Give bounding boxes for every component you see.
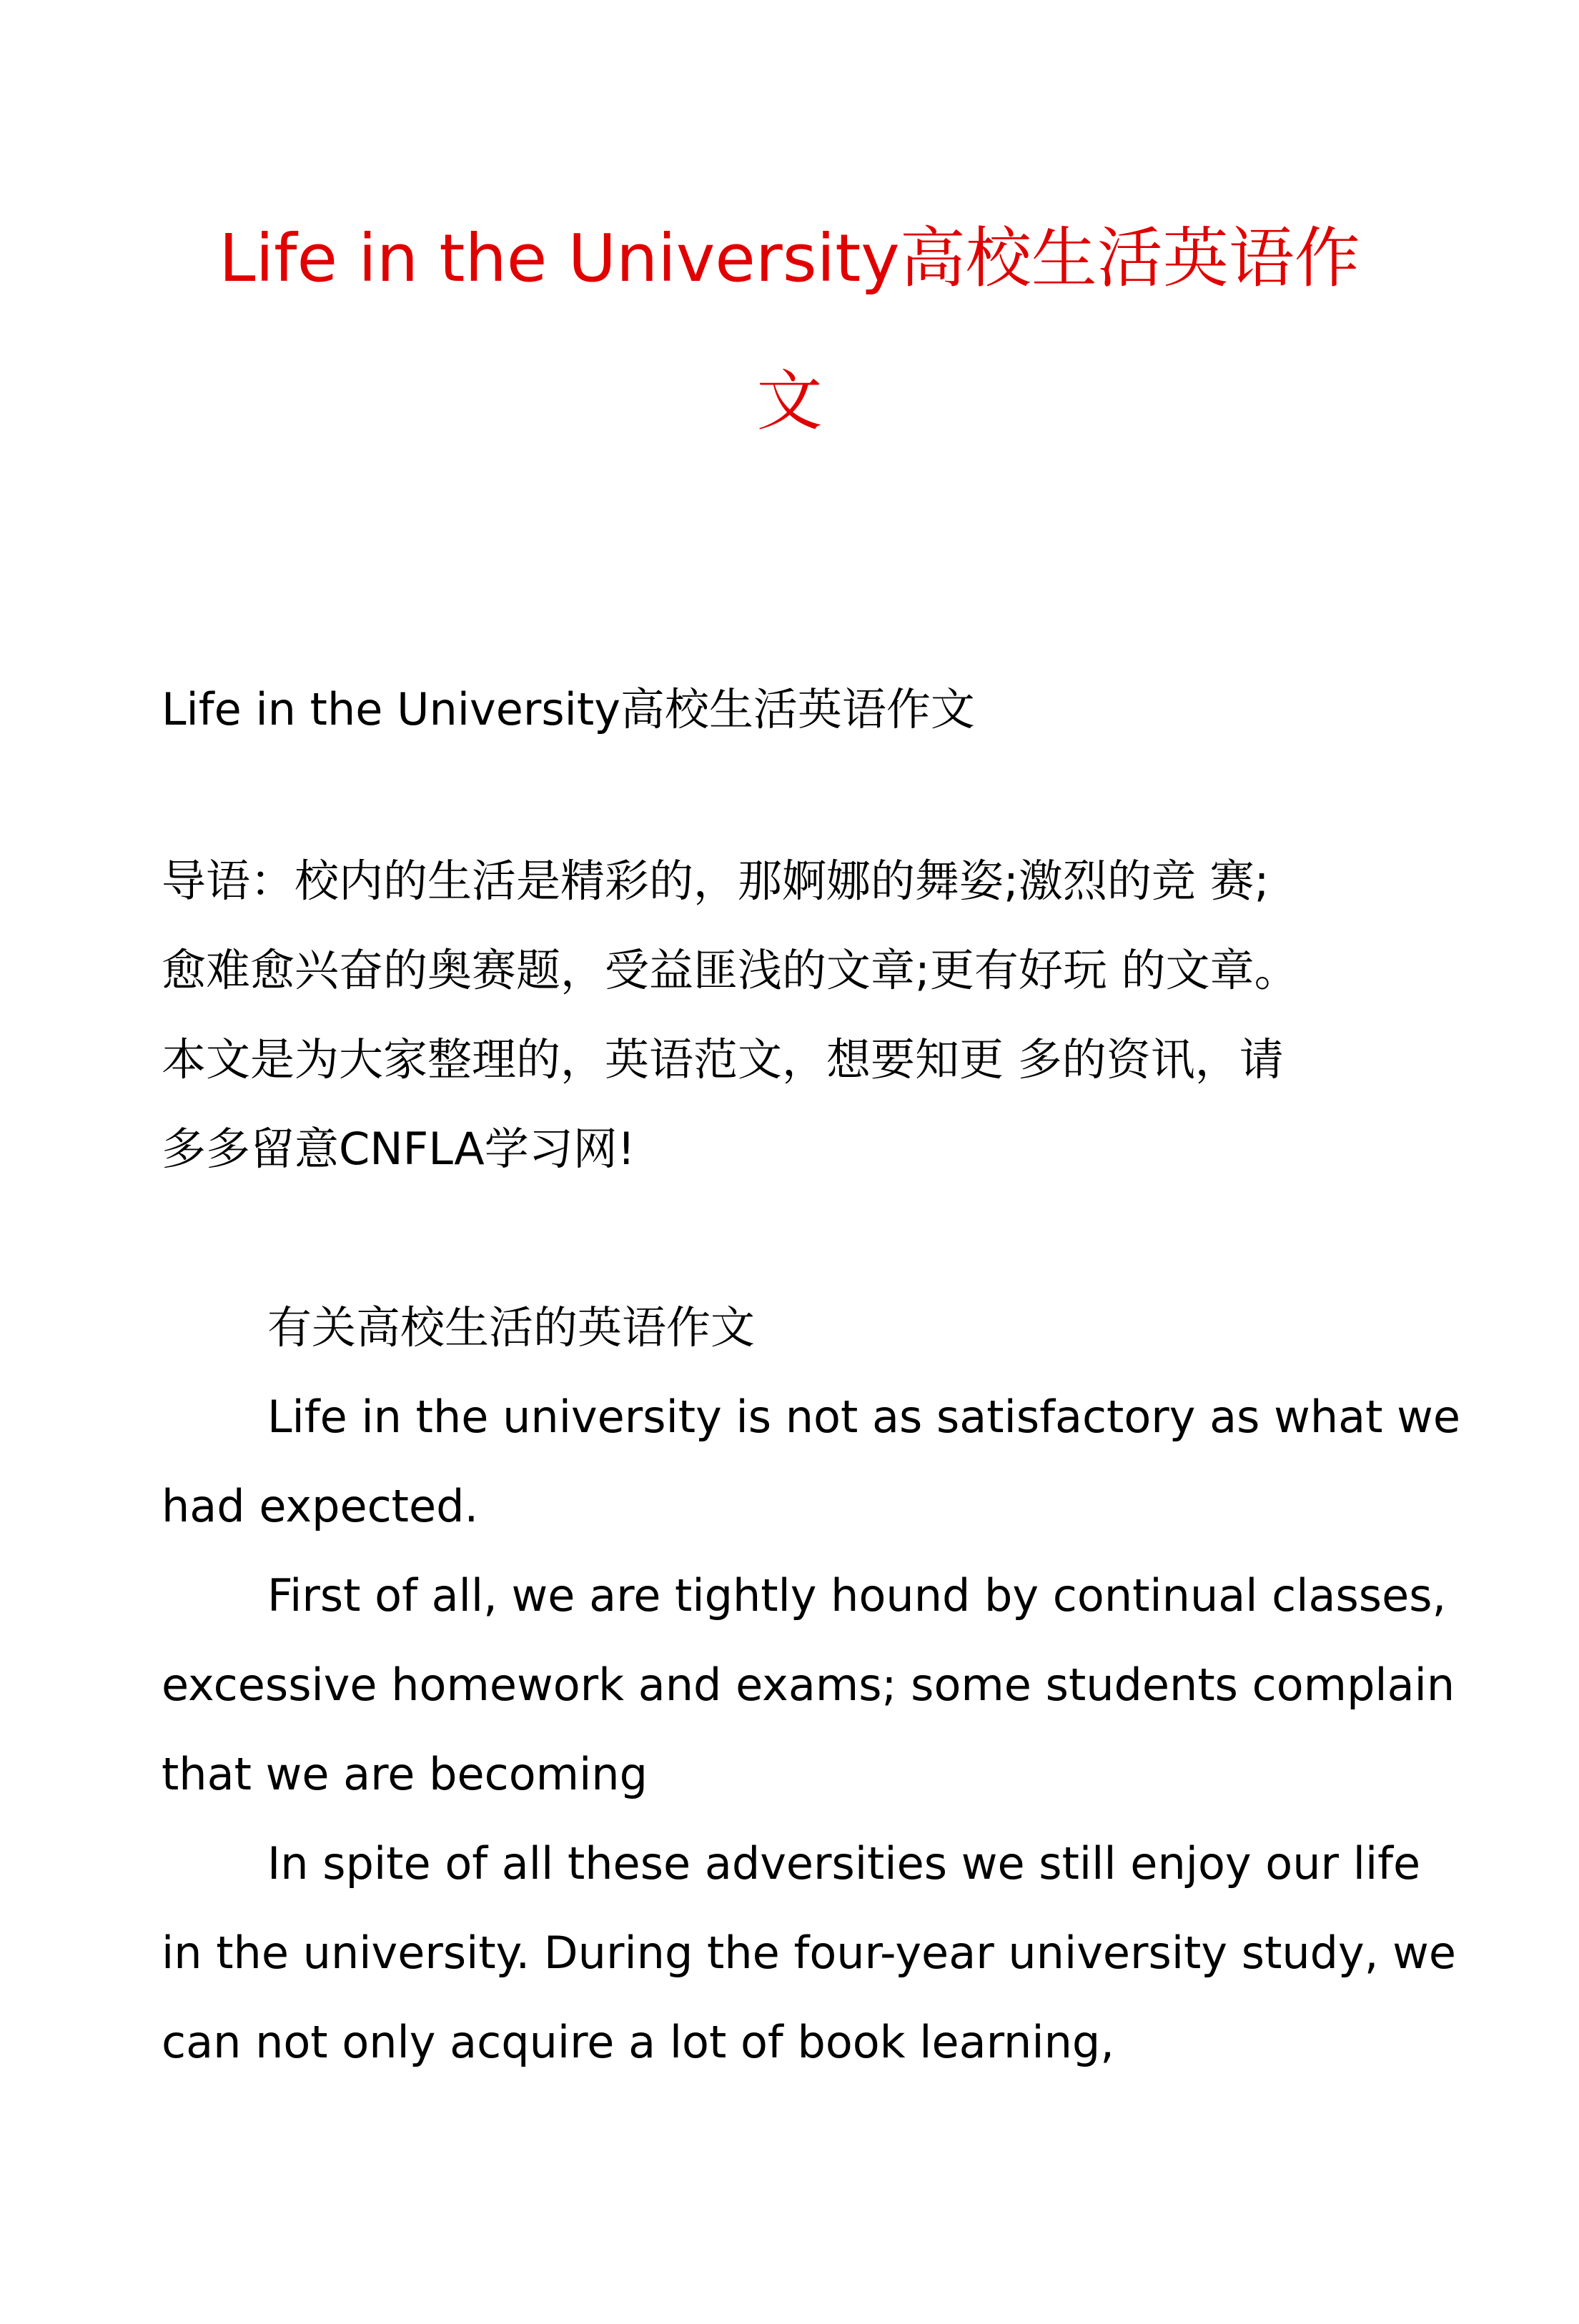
section-heading: 有关高校生活的英语作文 [267,1301,756,1354]
paragraph-1-line-2: had expected. [162,1480,479,1532]
title-line-2: 文 [756,363,823,440]
paragraph-1-line-1: Life in the university is not as satisfactory as what we [267,1391,1461,1443]
intro-line-3: 本文是为大家整理的，英语范文，想要知更 多的资讯，请 [162,1033,1284,1086]
paragraph-3-line-3: can not only acquire a lot of book learning, [162,2016,1114,2068]
paragraph-2-line-3: that we are becoming [162,1748,648,1800]
intro-paragraph [162,836,1420,1193]
paragraph-3-line-1: In spite of all these adversities we still enjoy our life [267,1837,1421,1890]
paragraph-2-line-1: First of all, we are tightly hound by continual classes, [267,1569,1447,1622]
intro-line-4: 多多留意CNFLA学习网! [162,1123,635,1175]
document-title [162,187,1417,473]
intro-line-2: 愈难愈兴奋的奥赛题，受益匪浅的文章;更有好玩 的文章。 [162,944,1299,996]
body-paragraph-2 [162,1551,1455,1819]
body-paragraph-1 [162,1372,1461,1551]
document-subtitle: Life in the University高校生活英语作文 [162,683,975,735]
paragraph-2-line-2: excessive homework and exams; some students complain [162,1659,1455,1711]
title-line-1: Life in the University高校生活英语作 [219,220,1360,297]
intro-line-1: 导语：校内的生活是精彩的，那婀娜的舞姿;激烈的竞 赛; [162,855,1269,907]
body-paragraph-3 [162,1819,1456,2087]
paragraph-3-line-2: in the university. During the four-year university study, we [162,1927,1456,1979]
